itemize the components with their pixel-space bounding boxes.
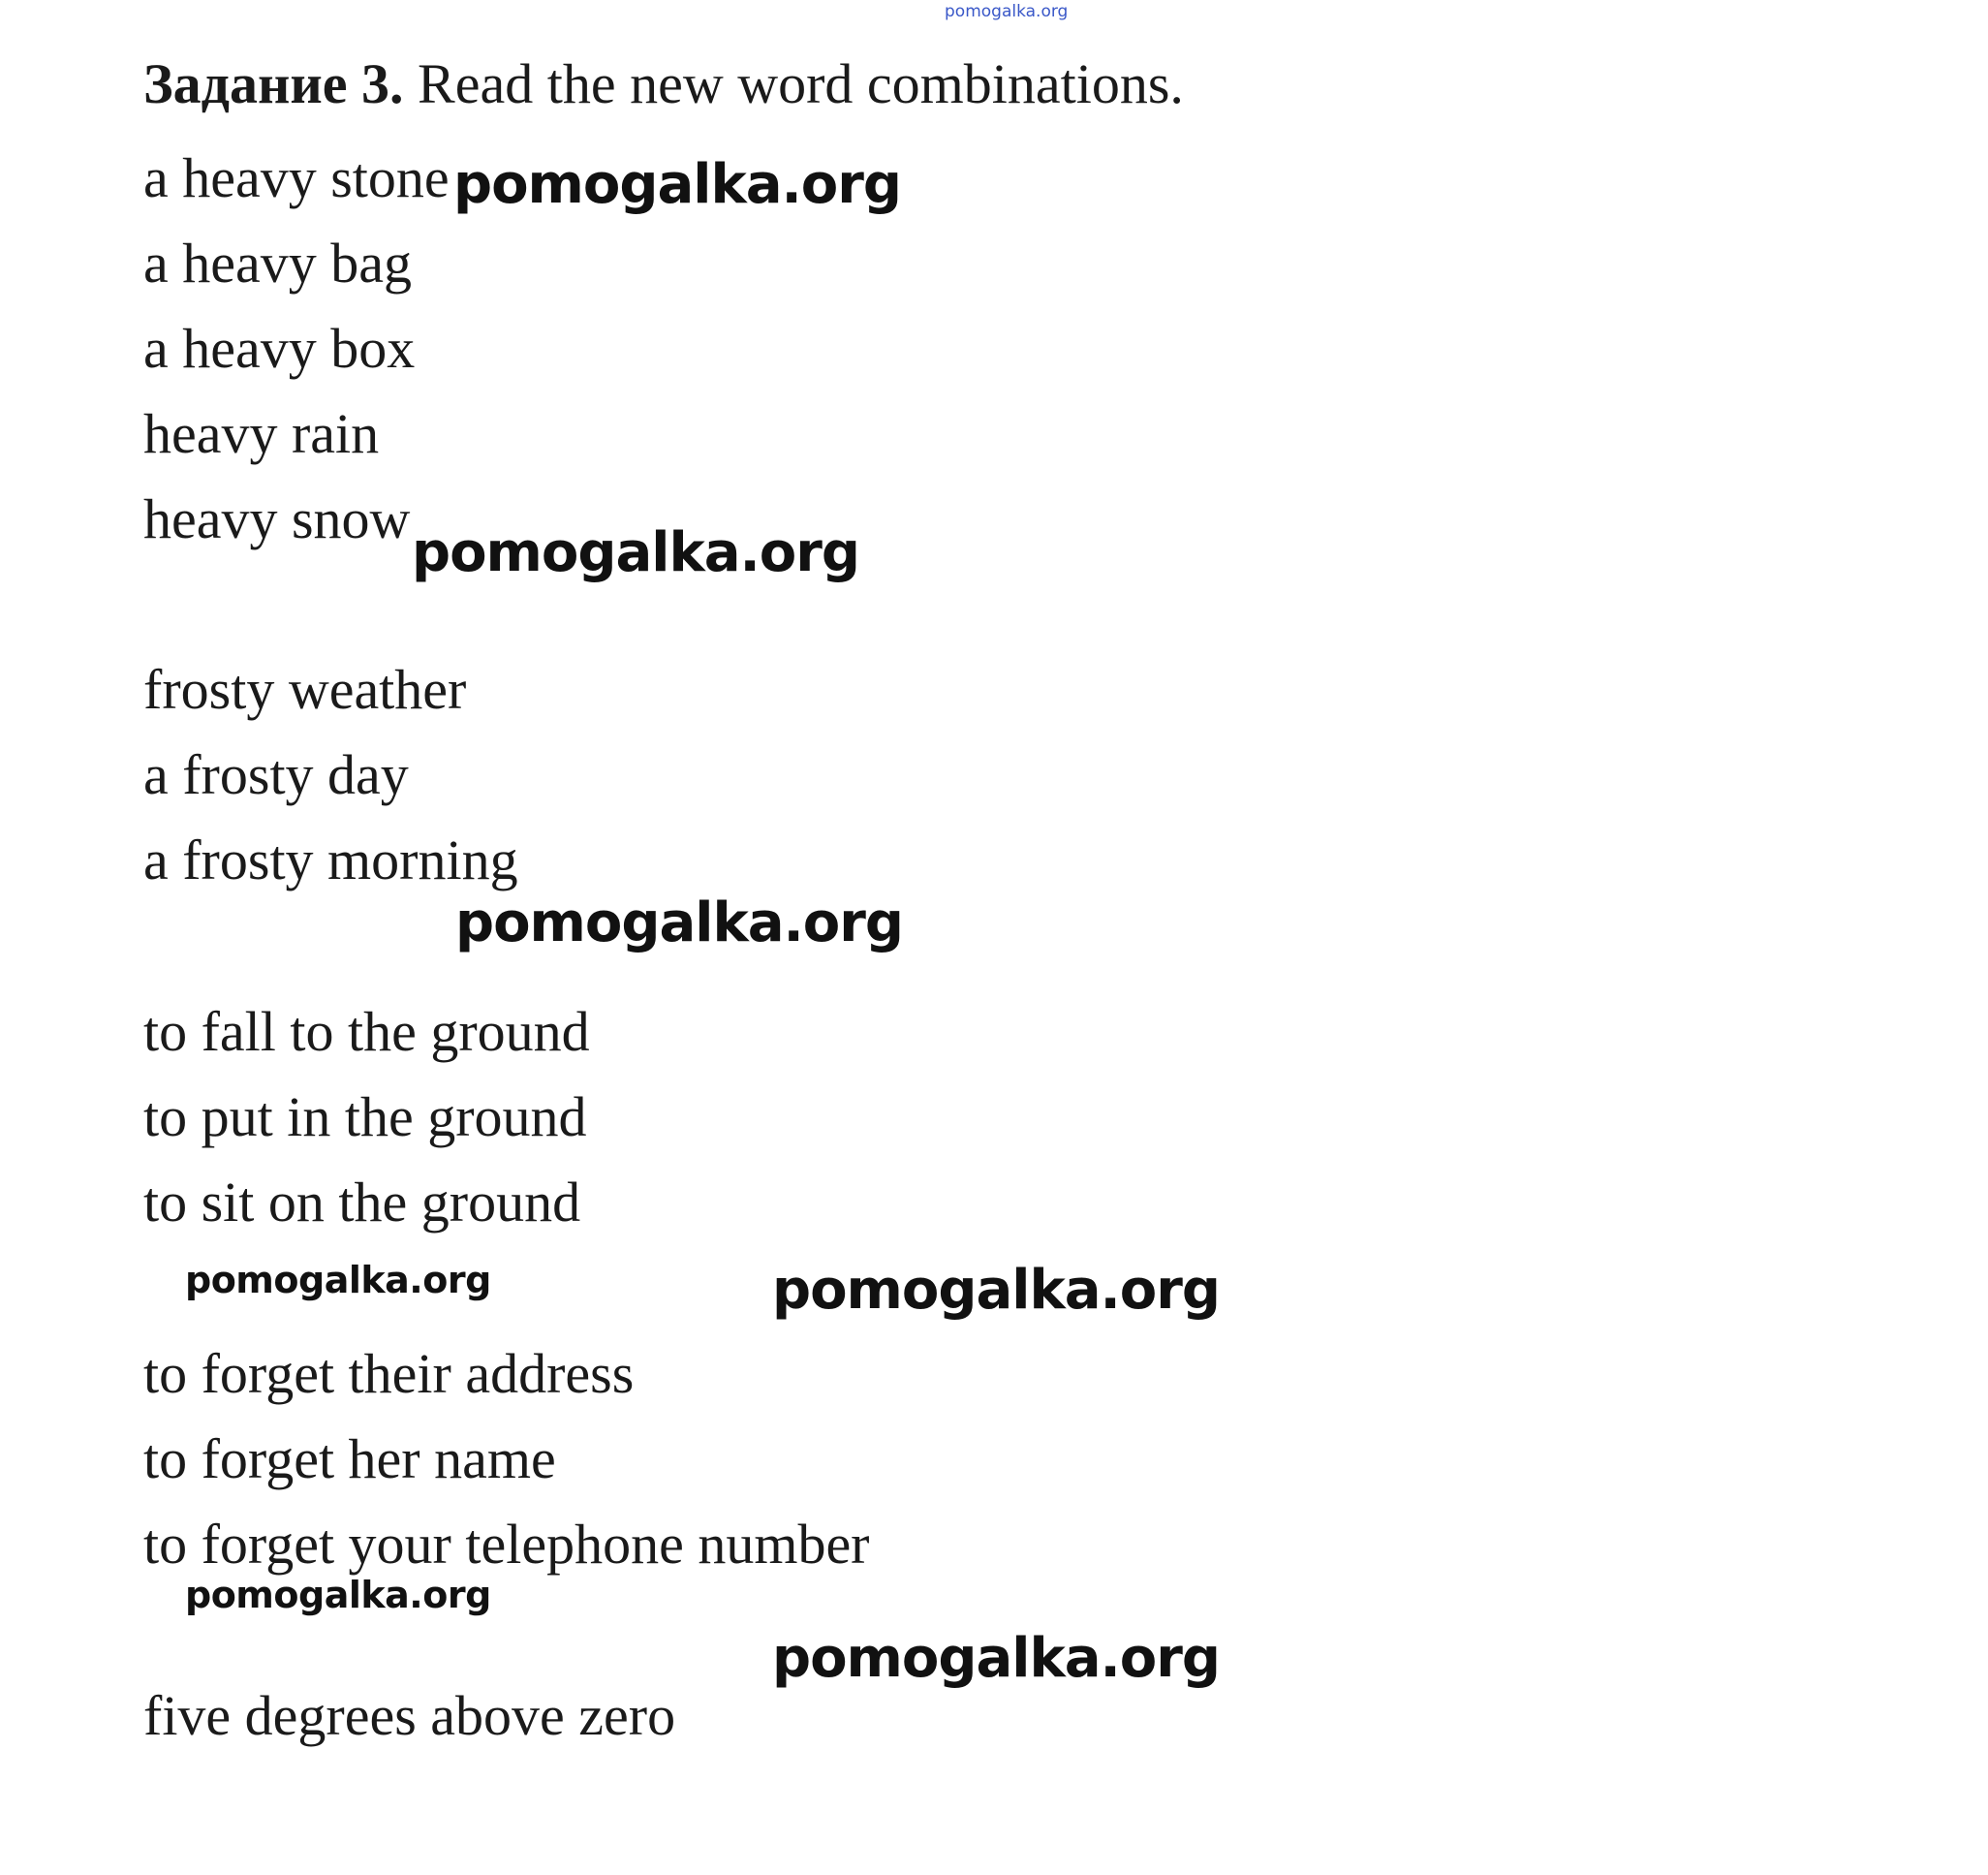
- watermark-text: pomogalka.org: [772, 1627, 1220, 1690]
- watermark-text: pomogalka.org: [455, 891, 903, 954]
- phrase-item: a heavy bag: [143, 232, 412, 295]
- watermark-text: pomogalka.org: [453, 153, 901, 216]
- task-instruction: Read the new word combinations.: [418, 52, 1184, 115]
- phrase-item: to sit on the ground: [143, 1171, 581, 1234]
- phrase-item: a frosty day: [143, 743, 409, 806]
- phrase-item: five degrees above zero: [143, 1684, 676, 1747]
- phrase-item: to forget her name: [143, 1427, 556, 1490]
- watermark-text: pomogalka.org: [412, 521, 859, 584]
- phrase-item: heavy snow: [143, 487, 411, 550]
- watermark-text: pomogalka.org: [185, 1574, 491, 1616]
- phrase-item: frosty weather: [143, 658, 467, 721]
- watermark-text: pomogalka.org: [772, 1259, 1220, 1322]
- phrase-item: a frosty morning: [143, 828, 518, 891]
- phrase-item: a heavy stone: [143, 146, 450, 209]
- phrase-item: to forget your telephone number: [143, 1513, 870, 1576]
- phrase-item: to forget their address: [143, 1342, 635, 1405]
- phrase-item: to fall to the ground: [143, 1000, 590, 1063]
- site-header-watermark: pomogalka.org: [945, 2, 1069, 21]
- watermark-text: pomogalka.org: [185, 1259, 491, 1301]
- task-heading: [143, 52, 1184, 115]
- phrase-item: a heavy box: [143, 317, 416, 380]
- phrase-item: to put in the ground: [143, 1085, 587, 1148]
- task-label: Задание 3.: [143, 52, 404, 115]
- phrase-item: heavy rain: [143, 402, 380, 465]
